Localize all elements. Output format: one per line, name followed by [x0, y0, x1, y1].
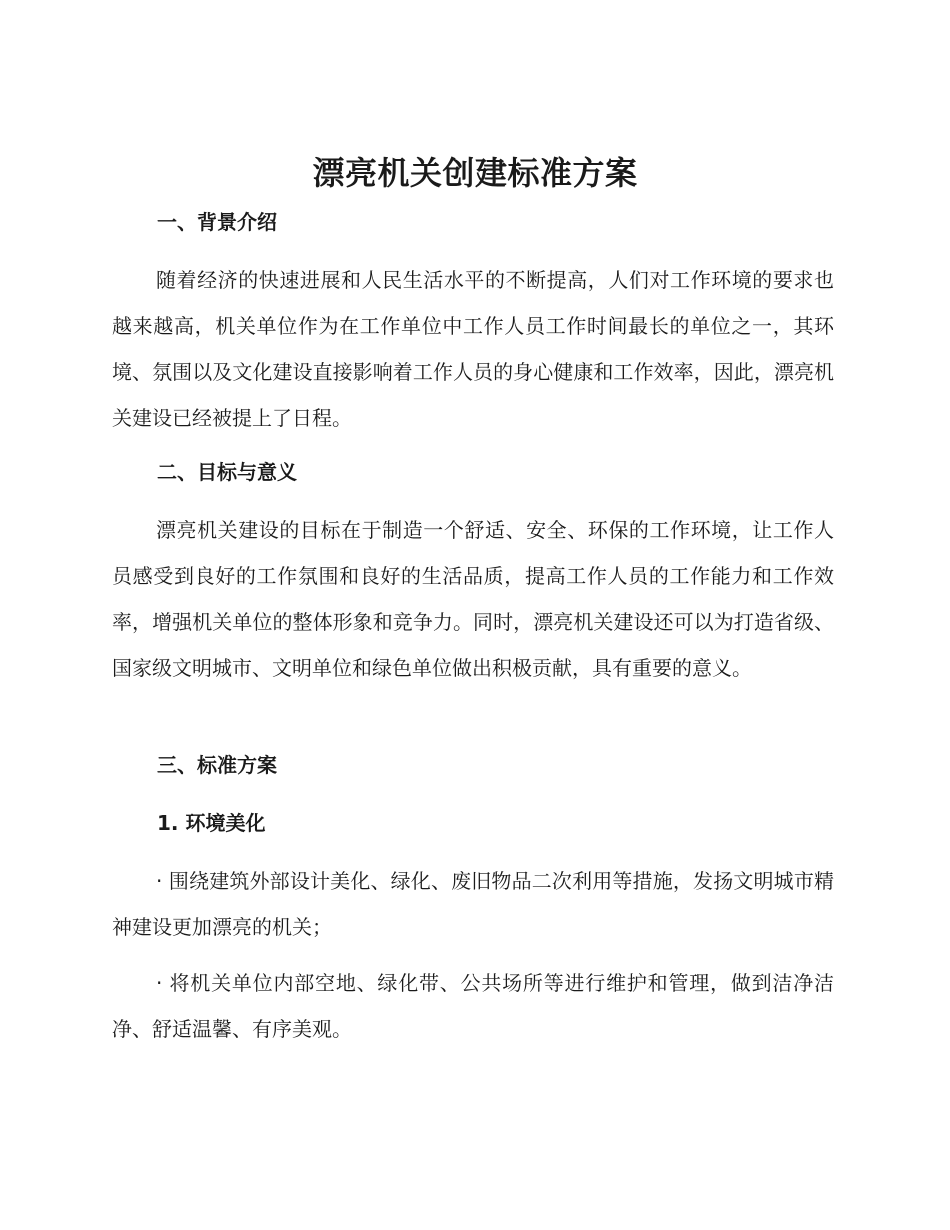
paragraph-background: 随着经济的快速进展和人民生活水平的不断提高，人们对工作环境的要求也越来越高，机关单位作为在工作单位中工作人员工作时间最长的单位之一，其环境、氛围以及文化建设直接影响着工作人员的身心健康和工作效率，因此，漂亮机关建设已经被提上了日程。: [112, 268, 834, 430]
bullet-item: · 围绕建筑外部设计美化、绿化、废旧物品二次利用等措施，发扬文明城市精神建设更加漂亮的机关；: [112, 869, 834, 939]
bullet-item: · 将机关单位内部空地、绿化带、公共场所等进行维护和管理，做到洁净洁净、舒适温馨、有序美观。: [112, 971, 834, 1041]
section-heading-goals: 二、目标与意义: [157, 460, 297, 484]
section-heading-background: 一、背景介绍: [157, 210, 277, 234]
section-heading-standards: 三、标准方案: [157, 753, 277, 777]
subheading-environment: 1. 环境美化: [157, 811, 266, 835]
paragraph-goals: 漂亮机关建设的目标在于制造一个舒适、安全、环保的工作环境，让工作人员感受到良好的工作氛围和良好的生活品质，提高工作人员的工作能力和工作效率，增强机关单位的整体形象和竞争力。同时，漂亮机关建设还可以为打造省级、国家级文明城市、文明单位和绿色单位做出积极贡献，具有重要的意义。: [112, 518, 834, 680]
document-title: 漂亮机关创建标准方案: [312, 154, 638, 192]
